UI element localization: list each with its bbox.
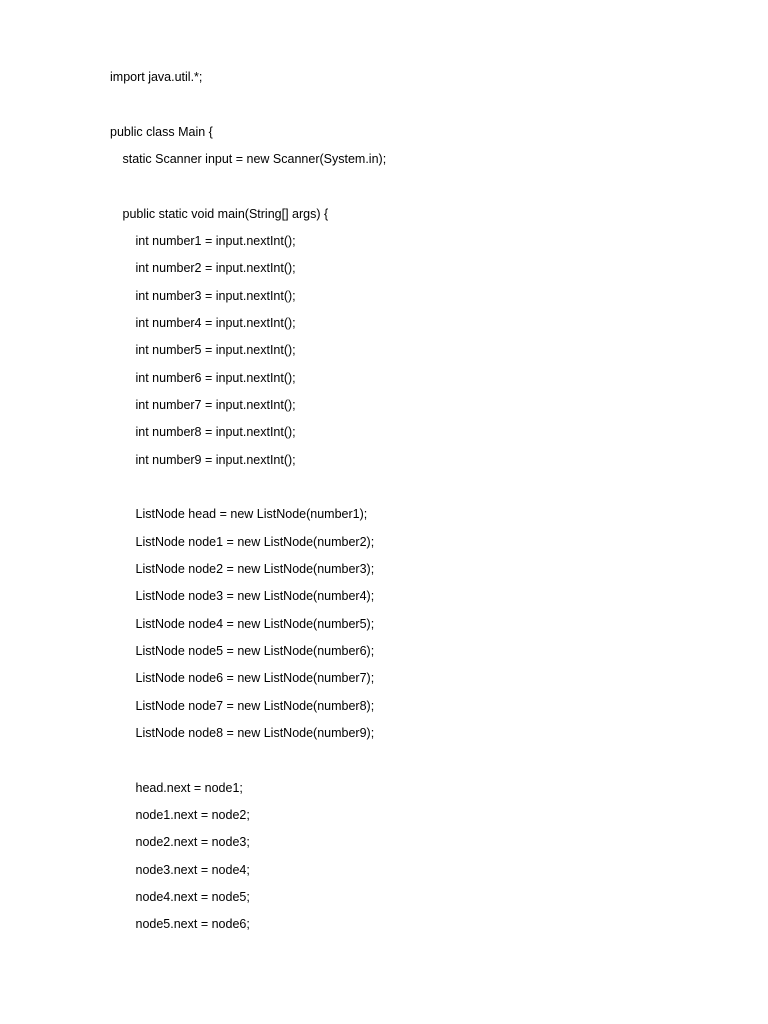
code-line: ListNode node7 = new ListNode(number8); xyxy=(135,698,375,713)
code-line: import java.util.*; xyxy=(110,70,203,84)
code-line: ListNode node3 = new ListNode(number4); xyxy=(135,589,375,604)
blank-line xyxy=(110,747,710,774)
code-line: node3.next = node4; xyxy=(135,862,250,877)
code-line: ListNode node1 = new ListNode(number2); xyxy=(135,534,375,549)
code-line: ListNode node4 = new ListNode(number5); xyxy=(135,616,375,631)
code-line: int number5 = input.nextInt(); xyxy=(135,343,296,358)
code-line: int number8 = input.nextInt(); xyxy=(135,425,296,440)
code-block xyxy=(110,64,710,939)
code-line: public class Main { xyxy=(110,124,213,139)
code-line: ListNode node2 = new ListNode(number3); xyxy=(135,561,375,576)
code-line: int number4 = input.nextInt(); xyxy=(135,315,296,330)
code-line: ListNode node6 = new ListNode(number7); xyxy=(135,671,375,686)
code-line: int number7 = input.nextInt(); xyxy=(135,397,296,412)
code-line: static Scanner input = new Scanner(System.in); xyxy=(122,151,387,166)
code-line: int number6 = input.nextInt(); xyxy=(135,370,296,385)
code-line: ListNode head = new ListNode(number1); xyxy=(135,507,368,522)
code-line: int number3 = input.nextInt(); xyxy=(135,288,296,303)
code-line: node1.next = node2; xyxy=(135,807,250,822)
code-line: int number2 = input.nextInt(); xyxy=(135,261,296,276)
code-line: public static void main(String[] args) { xyxy=(122,206,329,221)
code-line: head.next = node1; xyxy=(135,780,243,795)
code-line: node4.next = node5; xyxy=(135,889,250,904)
code-line: int number9 = input.nextInt(); xyxy=(135,452,296,467)
blank-line xyxy=(110,474,710,501)
code-line: int number1 = input.nextInt(); xyxy=(135,233,296,248)
code-line: ListNode node8 = new ListNode(number9); xyxy=(135,725,375,740)
blank-line xyxy=(110,173,710,200)
code-line: node2.next = node3; xyxy=(135,835,250,850)
code-line: node5.next = node6; xyxy=(135,917,250,932)
blank-line xyxy=(110,91,710,118)
code-line: ListNode node5 = new ListNode(number6); xyxy=(135,643,375,658)
